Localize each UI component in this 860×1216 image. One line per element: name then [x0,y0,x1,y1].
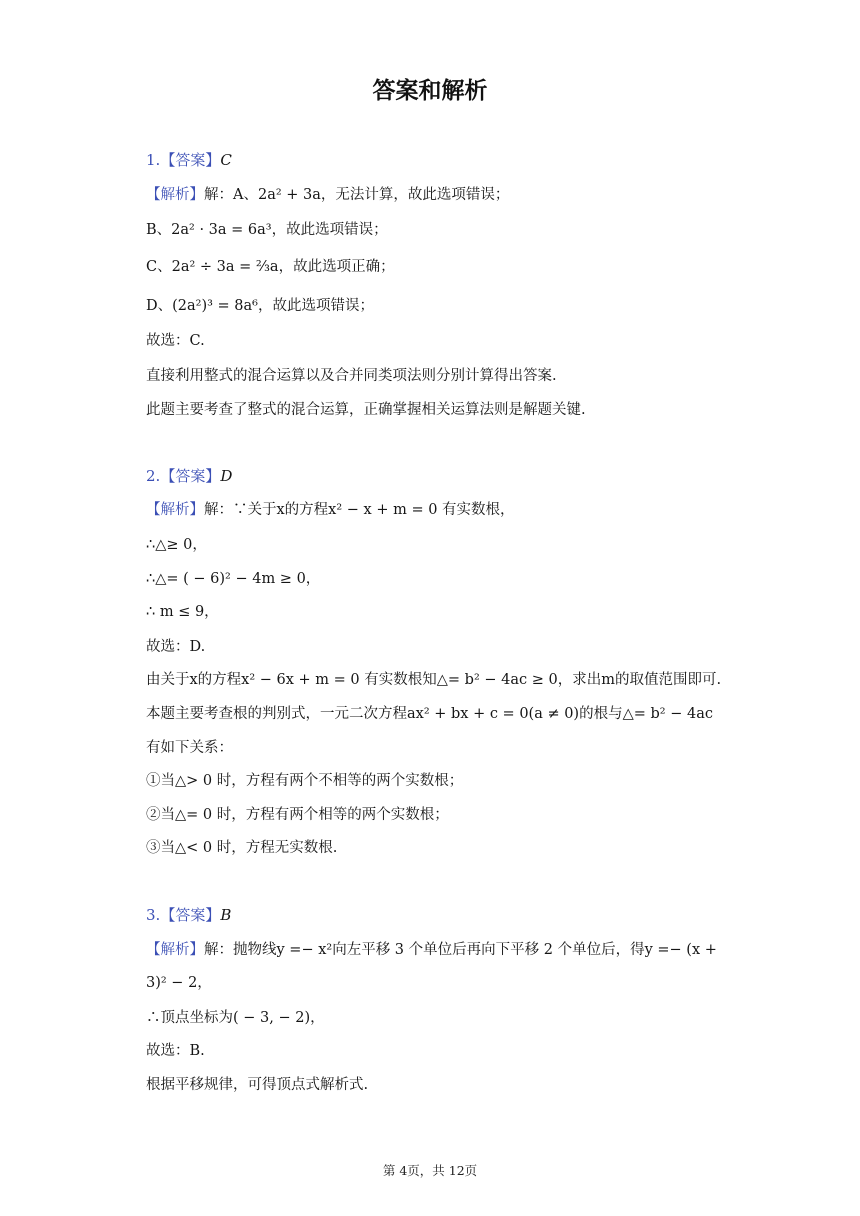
question-1-analysis-tag: 【解析】 [146,187,204,203]
question-2-line-4: ∴ m ≤ 9， [146,604,219,620]
question-1-answer: C [220,151,232,169]
question-1-line-4: D、(2a²)³ = 8a⁶，故此选项错误； [146,298,374,314]
question-1-number: 1. [146,151,161,169]
question-2-analysis-line [146,500,515,520]
question-1-line-3: C、2a² ÷ 3a = ⅔a，故此选项正确； [146,259,395,275]
question-3-analysis-line [146,940,717,960]
question-3-line-5: 根据平移规律，可得顶点式解析式. [146,1077,369,1093]
question-2-line-2: ∴△≥ 0， [146,537,207,553]
question-2-line-10: ②当△= 0 时，方程有两个相等的两个实数根； [146,807,449,823]
question-2-header [146,466,232,486]
question-2-answer: D [220,467,233,485]
question-1-line-6: 直接利用整式的混合运算以及合并同类项法则分别计算得出答案. [146,368,557,384]
question-2-answer-tag: 【答案】 [160,467,221,485]
question-3-header [146,905,231,925]
question-1-line-1: 解：A、2a² + 3a，无法计算，故此选项错误； [204,187,510,203]
question-2-line-11: ③当△< 0 时，方程无实数根. [146,840,338,856]
question-2-line-7: 本题主要考查根的判别式，一元二次方程ax² + bx + c = 0(a ≠ 0)的根与△= b² − 4ac [146,706,713,722]
question-2-line-1: 解：∵关于x的方程x² − x + m = 0 有实数根， [204,502,515,518]
question-2-analysis-tag: 【解析】 [146,502,204,518]
question-1-line-5: 故选：C. [146,333,205,349]
question-2-line-8: 有如下关系： [146,740,233,756]
question-2-line-3: ∴△= ( − 6)² − 4m ≥ 0， [146,571,321,587]
question-3-number: 3. [146,906,161,924]
page-footer: 第 4页，共 12页 [382,1163,478,1178]
question-3-line-4: 故选：B. [146,1043,205,1059]
question-2-line-6: 由关于x的方程x² − 6x + m = 0 有实数根知△= b² − 4ac ≥ 0，求出m的取值范围即可. [146,672,722,688]
question-1-line-2: B、2a² · 3a = 6a³，故此选项错误； [146,222,388,238]
question-1-answer-tag: 【答案】 [160,151,221,169]
question-2-line-5: 故选：D. [146,639,206,655]
question-2-line-9: ①当△> 0 时，方程有两个不相等的两个实数根； [146,773,464,789]
question-1-line-7: 此题主要考查了整式的混合运算，正确掌握相关运算法则是解题关键. [146,402,586,418]
question-1-analysis-line [146,185,509,205]
question-3-answer-tag: 【答案】 [160,906,221,924]
page-title: 答案和解析 [372,78,488,104]
question-3-line-2: 3)² − 2， [146,975,212,991]
question-3-line-3: ∴顶点坐标为( − 3, − 2)， [146,1010,325,1026]
question-1-header [146,150,232,170]
question-3-analysis-tag: 【解析】 [146,942,204,958]
question-3-line-1: 解：抛物线y =− x²向左平移 3 个单位后再向下平移 2 个单位后，得y =− (x + [204,942,717,958]
question-3-answer: B [220,906,232,924]
question-2-number: 2. [146,467,161,485]
